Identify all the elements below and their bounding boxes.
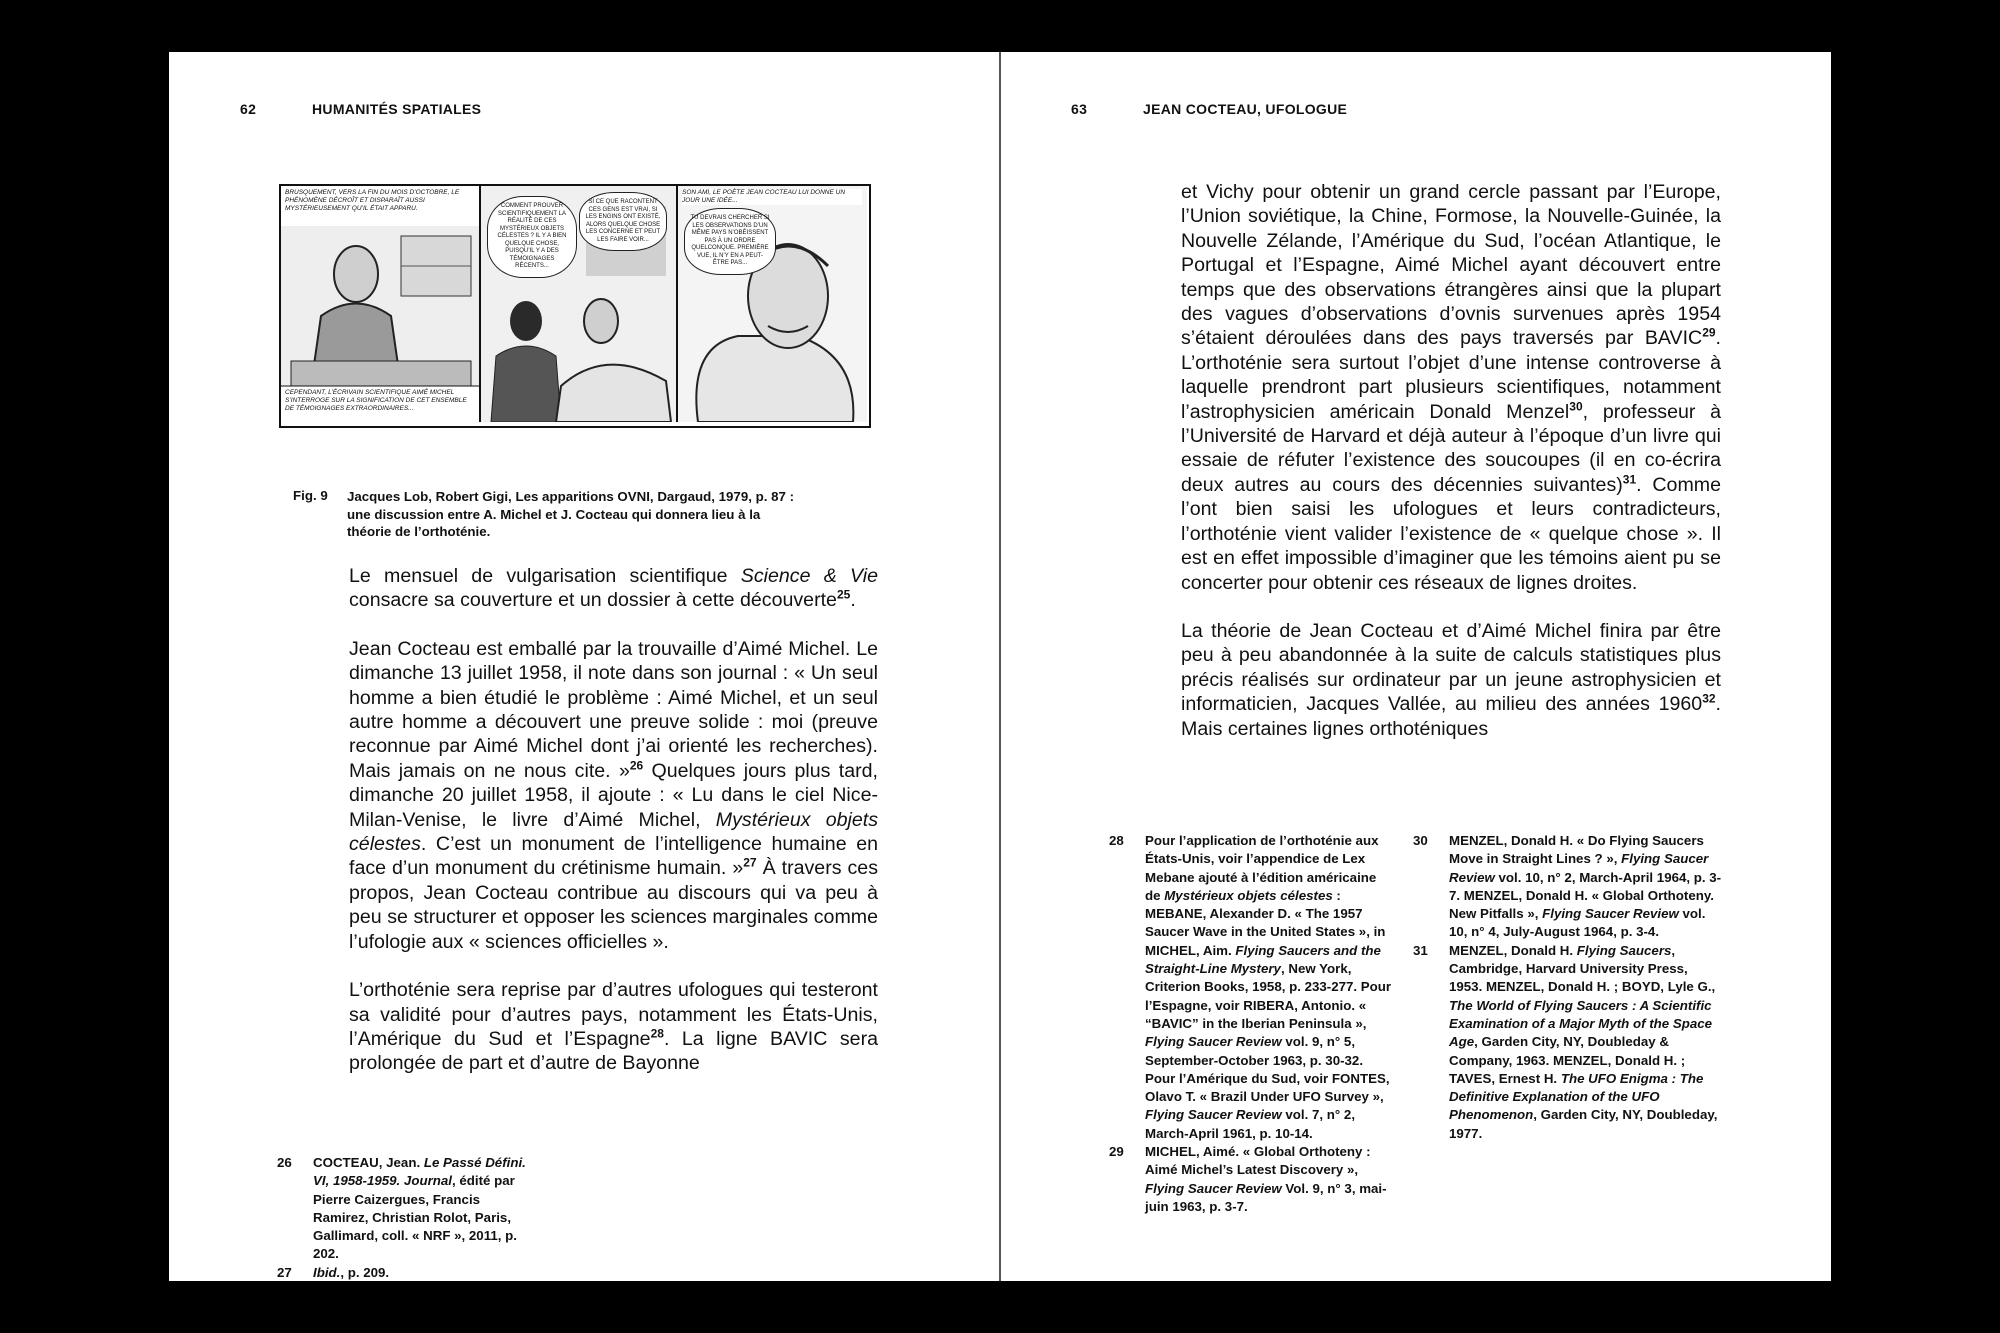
text-run: consacre sa couverture et un dossier à cette découverte — [349, 589, 837, 612]
text-run: vol. 7, n° 2, March-April 1961, p. 10-14. — [1145, 1107, 1356, 1141]
comic-panel-1-drawing — [281, 186, 479, 422]
text-run: Le mensuel de vulgarisation scientifique — [349, 565, 741, 587]
footnote-reference: 31 — [1622, 472, 1637, 487]
figure-caption: Jacques Lob, Robert Gigi, Les apparitions OVNI, Dargaud, 1979, p. 87 : une discussion entre A. Michel et J. Cocteau qui donnera lieu à la théorie de l’orthoténie. — [347, 489, 795, 539]
body-paragraph — [1181, 180, 1721, 595]
right-footnotes-column-2 — [1413, 832, 1723, 1143]
text-run: Quelques jours plus tard, dimanche 20 juillet 1958, il ajoute : « Lu dans le ciel Nice-Milan-Venise, le livre d’Aimé Michel, — [349, 759, 878, 831]
footnote-text — [1145, 1143, 1395, 1216]
page-number: 63 — [1071, 101, 1088, 117]
footnote-number: 28 — [1109, 833, 1124, 848]
footnote-reference: 25 — [836, 587, 851, 602]
footnote-number: 26 — [277, 1155, 292, 1170]
italic-title: Flying Saucer Review — [1449, 851, 1709, 885]
italic-title: Flying Saucer Review — [1145, 1180, 1282, 1196]
text-run: , Garden City, NY, Doubleday, 1977. — [1449, 1107, 1718, 1141]
page-number: 62 — [240, 101, 257, 117]
body-paragraph — [1181, 619, 1721, 741]
text-run: . Comme l’ont bien saisi les ufologues et leurs contradicteurs, l’orthoténie vient valider l’existence de « quelque chose ». Il est en effet impossible d’imaginer que les témoins aient pu se concerter pour obtenir ces réseaux de lignes droites. — [1181, 473, 1721, 594]
right-page — [1001, 52, 1831, 1281]
italic-title: The UFO Enigma : The Definitive Explanation of the UFO Phenomenon — [1449, 1070, 1704, 1123]
footnote-number: 31 — [1413, 942, 1428, 958]
text-run: : MEBANE, Alexander D. « The 1957 Saucer Wave in the United States », in MICHEL, Aim. — [1145, 887, 1386, 958]
right-body-text — [1181, 180, 1721, 765]
left-body-text — [349, 564, 878, 1100]
footnote-reference: 27 — [743, 855, 757, 870]
footnote-reference: 26 — [629, 758, 644, 773]
text-run: . L’orthoténie sera surtout l’objet d’une intense controverse à laquelle prendront part plusieurs scientifiques, notamment l’astrophysicien américain Donald Menzel — [1181, 327, 1721, 423]
footnote-reference: 30 — [1569, 399, 1583, 414]
footnote — [1413, 832, 1723, 942]
footnote-text — [313, 1154, 527, 1264]
italic-title: Mystérieux objets célestes — [1164, 887, 1333, 903]
comic-panel-1 — [281, 186, 481, 422]
left-page — [169, 52, 999, 1281]
comic-panel-3-speech-bubble: TU DEVRAIS CHERCHER SI LES OBSERVATIONS D’UN MÊME PAYS N’OBÉISSENT PAS À UN ORDRE QUELCONQUE. PREMIÈRE VUE, IL N’Y EN A PEUT-ÊTRE PAS... — [684, 208, 776, 275]
italic-title: The World of Flying Saucers : A Scientific Examination of a Major Myth of the Space Age — [1449, 997, 1713, 1050]
text-run: , Cambridge, Harvard University Press, 1953. MENZEL, Donald H. ; BOYD, Lyle G., — [1449, 942, 1716, 995]
text-run: , professeur à l’Université de Harvard et déjà auteur à l’époque d’un livre qui essaie de réfuter l’existence des soucoupes (il en co-écrira deux autres au cours des décennies suivantes) — [1181, 400, 1721, 496]
text-run: Pour l’application de l’orthoténie aux États-Unis, voir l’appendice de Lex Mebane ajouté à l’édition américaine de — [1145, 833, 1379, 903]
footnote — [1109, 1143, 1395, 1216]
footnote-number: 27 — [277, 1264, 292, 1280]
body-paragraph — [349, 637, 878, 954]
running-head: HUMANITÉS SPATIALES — [312, 101, 482, 117]
comic-panel-2-speech-bubble-1: COMMENT PROUVER SCIENTIFIQUEMENT LA RÉALITÉ DE CES MYSTÉRIEUX OBJETS CÉLESTES ? IL Y A BIEN QUELQUE CHOSE, PUISQU’IL Y A DES TÉMOIGNAGES RÉCENTS... — [487, 196, 577, 278]
text-run: vol. 9, n° 5, September-October 1963, p. 30-32. Pour l’Amérique du Sud, voir FONTES, Olavo T. « Brazil Under UFO Survey », — [1145, 1034, 1390, 1105]
comic-panel-2-speech-bubble-2: SI CE QUE RACONTENT CES GENS EST VRAI, SI LES ENGINS ONT EXISTÉ, ALORS QUELQUE CHOSE LES CONCERNE ET PEUT LES FAIRE VOIR... — [579, 192, 667, 251]
comic-panel-1-caption-top: BRUSQUEMENT, VERS LA FIN DU MOIS D’OCTOBRE, LE PHÉNOMÈNE DÉCROÎT ET DISPARAÎT AUSSI MYSTÉRIEUSEMENT QU’IL ÉTAIT APPARU. — [285, 189, 460, 212]
text-run: Vol. 9, n° 3, mai-juin 1963, p. 3-7. — [1145, 1180, 1387, 1214]
footnote-reference: 32 — [1702, 691, 1716, 706]
text-run: MENZEL, Donald H. « Do Flying Saucers Move in Straight Lines ? », — [1449, 833, 1704, 867]
footnote-number: 29 — [1109, 1144, 1124, 1160]
text-run: L’orthoténie sera reprise par d’autres ufologues qui testeront sa validité pour d’autres pays, notamment les États-Unis, l’Amérique du Sud et l’Espagne — [349, 979, 878, 1050]
italic-title: Ibid. — [313, 1264, 341, 1280]
footnote-text — [313, 1264, 527, 1282]
footnote-number: 30 — [1413, 833, 1428, 848]
text-run: . C’est un monument de l’intelligence humaine en face d’un monument du crétinisme humain. » — [349, 833, 878, 880]
body-paragraph — [349, 564, 878, 613]
footnote-text — [1449, 832, 1723, 942]
footnote-text — [1449, 942, 1723, 1143]
text-run: MICHEL, Aimé. « Global Orthoteny : Aimé Michel’s Latest Discovery », — [1145, 1144, 1371, 1178]
comic-panel-3-caption-top: SON AMI, LE POÈTE JEAN COCTEAU LUI DONNE UN JOUR UNE IDÉE... — [682, 189, 862, 205]
text-run: , édité par Pierre Caizergues, Francis Ramirez, Christian Rolot, Paris, Gallimard, coll. « NRF », 2011, p. 202. — [313, 1173, 517, 1262]
text-run: et Vichy pour obtenir un grand cercle passant par l’Europe, l’Union soviétique, la Chine, Formose, la Nouvelle-Guinée, la Nouvelle Zélande, l’Amérique du Sud, l’océan Atlantique, le Portugal et l’Espagne, Aimé Michel ayant découvert entre temps que des observations étrangères ainsi que la plupart des vagues d’observations d’ovnis survenues après 1954 s’étaient déroulées dans des pays traversés par BAVIC — [1181, 181, 1721, 350]
footnote-reference: 29 — [1702, 325, 1716, 340]
comic-strip-figure — [279, 184, 871, 428]
text-run: vol. 10, n° 2, March-April 1964, p. 3-7. MENZEL, Donald H. « Global Orthoteny. New Pitfalls », — [1449, 869, 1722, 922]
italic-title: Mystérieux objets célestes — [349, 808, 878, 856]
left-footnotes — [277, 1154, 527, 1282]
right-footnotes-column-1 — [1109, 832, 1395, 1216]
running-head: JEAN COCTEAU, UFOLOGUE — [1143, 101, 1348, 117]
text-run: , p. 209. — [340, 1264, 390, 1280]
text-run: . Mais certaines lignes orthoténiques — [1181, 693, 1721, 740]
footnote — [277, 1264, 527, 1282]
italic-title: Le Passé Défini. VI, 1958-1959. Journal — [313, 1155, 526, 1189]
italic-title: Flying Saucers and the Straight-Line Mystery — [1145, 942, 1381, 977]
italic-title: Science & Vie — [740, 565, 878, 587]
footnote-reference: 28 — [650, 1026, 664, 1041]
italic-title: Flying Saucers — [1576, 942, 1672, 958]
text-run: COCTEAU, Jean. — [313, 1155, 424, 1170]
footnote — [277, 1154, 527, 1264]
text-run: , Garden City, NY, Doubleday & Company, 1963. MENZEL, Donald H. ; TAVES, Ernest H. — [1449, 1034, 1686, 1086]
italic-title: Flying Saucer Review — [1145, 1107, 1282, 1123]
italic-title: Flying Saucer Review — [1542, 906, 1679, 922]
figure-label: Fig. 9 — [293, 488, 328, 503]
italic-title: Flying Saucer Review — [1145, 1034, 1282, 1050]
comic-panel-1-caption-bottom: CEPENDANT, L’ÉCRIVAIN SCIENTIFIQUE AIMÉ MICHEL S’INTERROGE SUR LA SIGNIFICATION DE CET ENSEMBLE DE TÉMOIGNAGES EXTRAORDINAIRES... — [285, 389, 467, 412]
comic-panel-2 — [481, 186, 678, 422]
text-run: À travers ces propos, Jean Cocteau contribue au discours qui va peu à peu se structurer et opposer les sciences marginales comme l’ufologie aux « sciences officielles ». — [349, 857, 878, 953]
text-run: . La ligne BAVIC sera prolongée de part et d’autre de Bayonne — [349, 1027, 878, 1075]
text-run: . — [850, 589, 856, 612]
footnote — [1413, 942, 1723, 1143]
footnote — [1109, 832, 1395, 1143]
footnote-text — [1145, 832, 1395, 1143]
text-run: MENZEL, Donald H. — [1449, 942, 1577, 958]
body-paragraph — [349, 978, 878, 1076]
text-run: Jean Cocteau est emballé par la trouvaille d’Aimé Michel. Le dimanche 13 juillet 1958, il note dans son journal : « Un seul homme a bien étudié le problème : Aimé Michel, et un seul autre homme a découvert une preuve solide : moi (preuve reconnue par Aimé Michel dont j’ai orienté les recherches). Mais jamais on ne nous cite. » — [349, 637, 878, 782]
text-run: La théorie de Jean Cocteau et d’Aimé Michel finira par être peu à peu abandonnée à la suite de calculs statistiques plus précis réalisés sur ordinateur par un jeune astrophysicien et informaticien, Jacques Vallée, au milieu des années 1960 — [1181, 619, 1721, 716]
text-run: vol. 10, n° 4, July-August 1964, p. 3-4. — [1449, 906, 1706, 940]
comic-panel-3 — [678, 186, 867, 422]
text-run: , New York, Criterion Books, 1958, p. 233-277. Pour l’Espagne, voir RIBERA, Antonio. « “BAVIC” in the Iberian Peninsula », — [1145, 961, 1392, 1031]
